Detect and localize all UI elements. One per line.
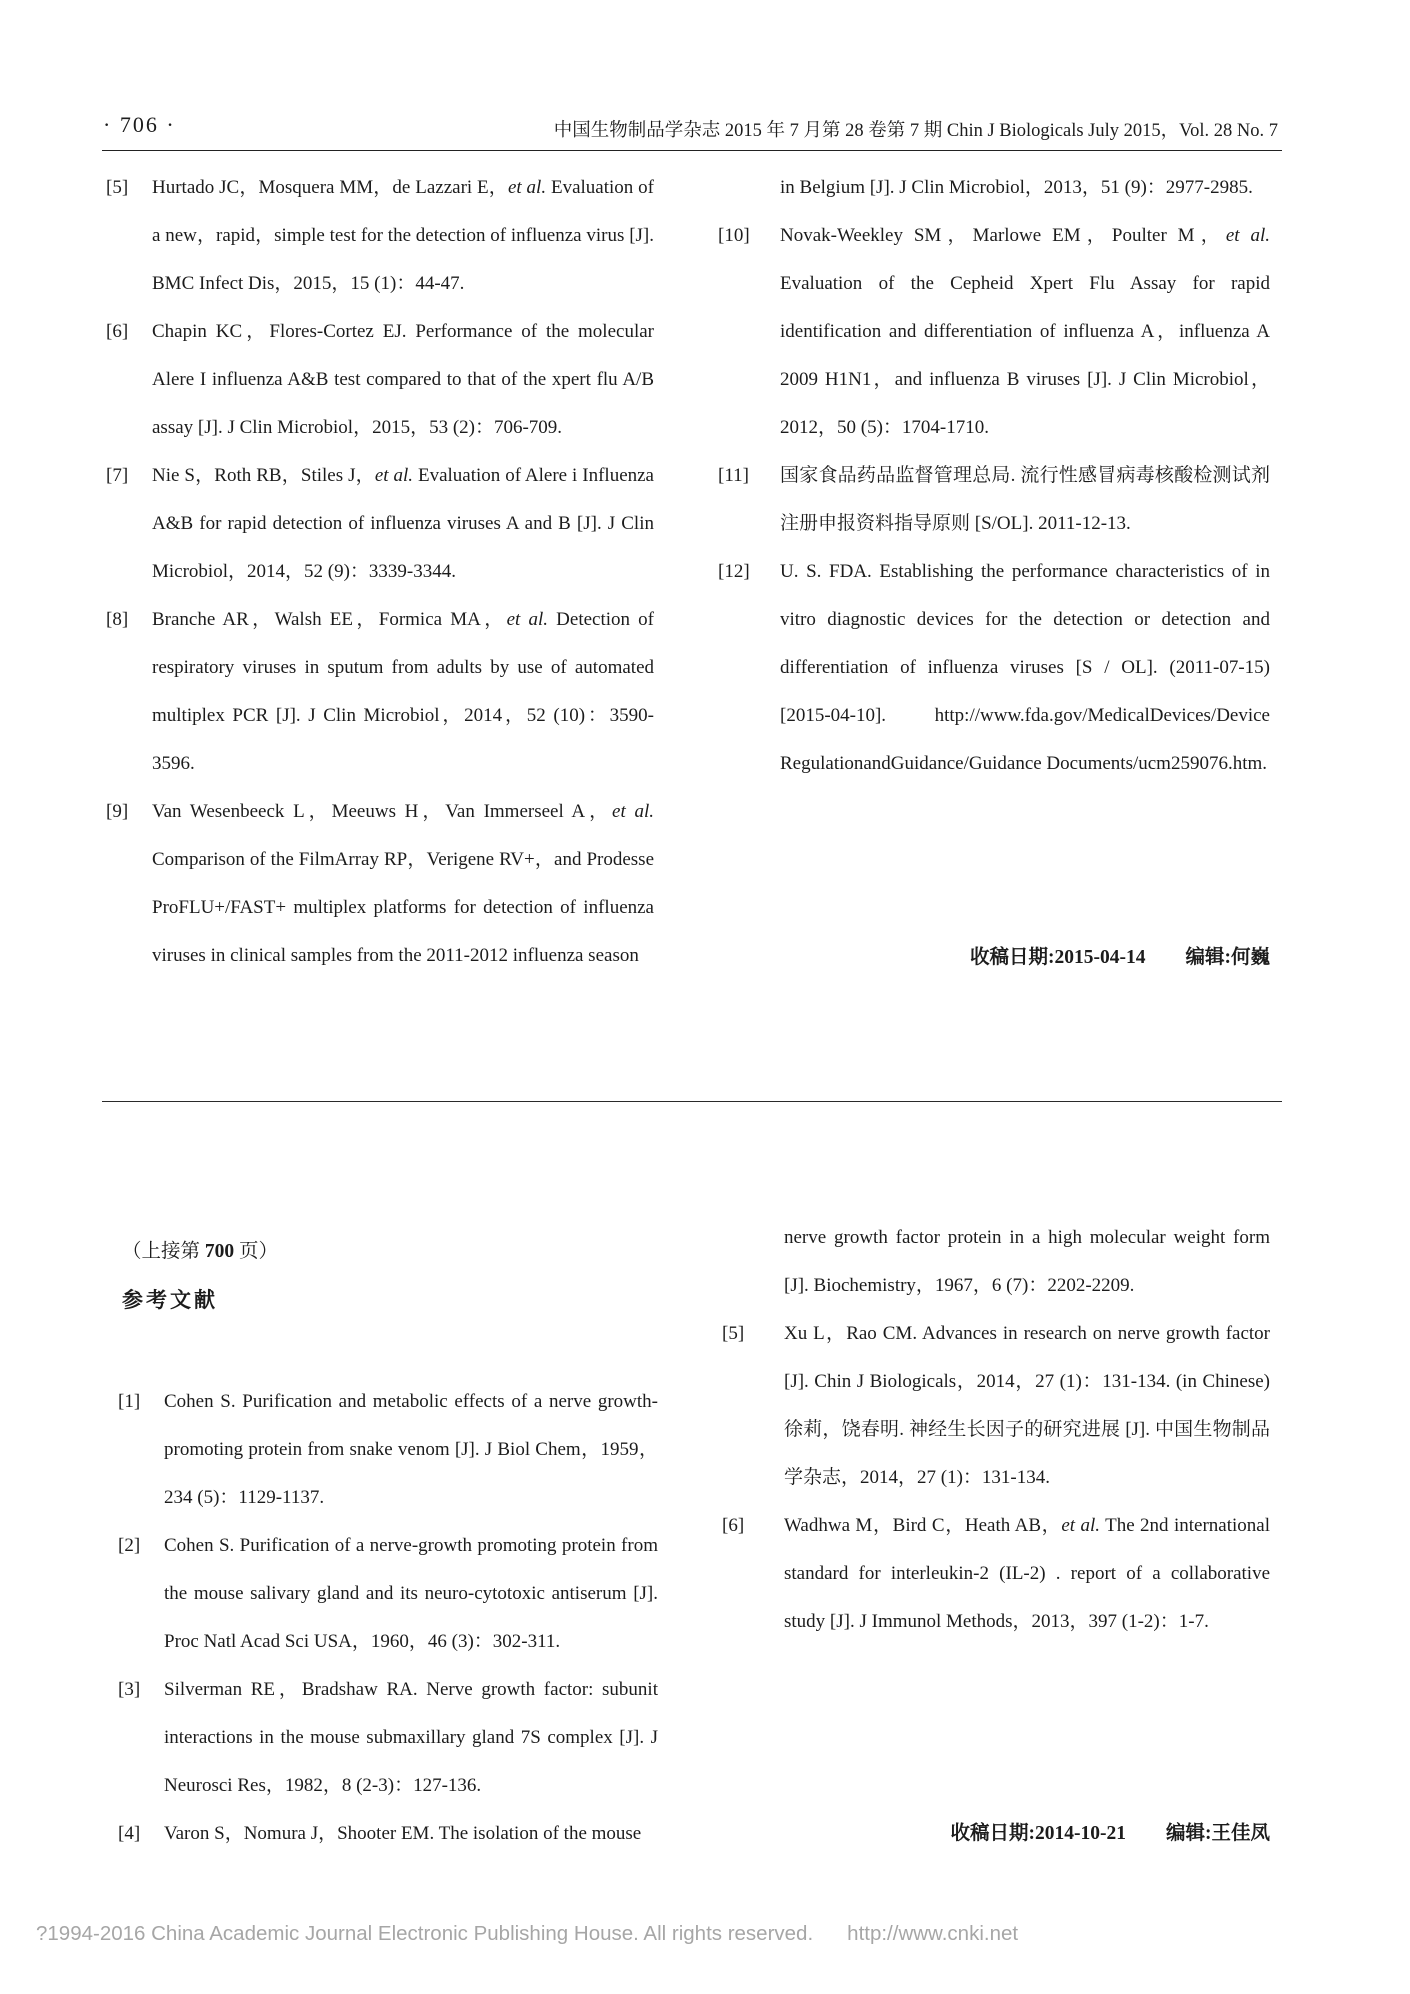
reference-number: [12] xyxy=(718,561,750,582)
continued-note-prefix: （上接第 xyxy=(122,1241,205,1262)
editor-name: 编辑:王佳凤 xyxy=(1166,1823,1270,1844)
reference-text: Cohen S. Purification and metabolic effects of a nerve growth-promoting protein from snake venom [J]. J Biol Chem，1959，234 (5)：1129-1137. xyxy=(164,1391,658,1508)
reference-item xyxy=(718,548,1270,788)
reference-text: Van Wesenbeeck L，Meeuws H，Van Immerseel A，et al. Comparison of the FilmArray RP，Verigene RV+，and Prodesse ProFLU+/FAST+ multiplex platforms for detection of influenza viruses in clinical samples from the 2011-2012 influenza season xyxy=(152,801,654,966)
reference-continuation: nerve growth factor protein in a high molecular weight form [J]. Biochemistry，1967，6 (7)：2202-2209. xyxy=(784,1227,1270,1296)
reference-text: Xu L，Rao CM. Advances in research on nerve growth factor [J]. Chin J Biologicals，2014，27 (1)：131-134. (in Chinese) 徐莉，饶春明. 神经生长因子的研究进展 [J]. 中国生物制品学杂志，2014，27 (1)：131-134. xyxy=(784,1323,1270,1488)
reference-text: Chapin KC，Flores-Cortez EJ. Performance of the molecular Alere I influenza A&B test compared to that of the xpert flu A/B assay [J]. J Clin Microbiol，2015，53 (2)：706-709. xyxy=(152,321,654,438)
cnki-watermark xyxy=(36,1922,1390,1946)
reference-text: Silverman RE，Bradshaw RA. Nerve growth factor: subunit interactions in the mouse submaxillary gland 7S complex [J]. J Neurosci Res，1982，8 (2-3)：127-136. xyxy=(164,1679,658,1796)
reference-item xyxy=(118,1810,658,1858)
reference-item xyxy=(118,1522,658,1666)
reference-number: [9] xyxy=(106,801,129,822)
reference-number: [8] xyxy=(106,609,129,630)
references-section-title: 参考文献 xyxy=(122,1288,218,1312)
reference-number: [5] xyxy=(106,177,129,198)
reference-number: [6] xyxy=(106,321,129,342)
article2-left-column xyxy=(118,1378,658,1858)
reference-number: [11] xyxy=(718,465,749,486)
reference-text: Branche AR，Walsh EE，Formica MA，et al. Detection of respiratory viruses in sputum from adults by use of automated multiplex PCR [J]. J Clin Microbiol，2014，52 (10)：3590-3596. xyxy=(152,609,654,774)
article2-received-editor-line xyxy=(722,1810,1270,1858)
continued-page-number: 700 xyxy=(204,1241,235,1262)
reference-item xyxy=(118,1666,658,1810)
header-rule xyxy=(102,150,1282,151)
reference-text: U. S. FDA. Establishing the performance characteristics of in vitro diagnostic devices for the detection or detection and differentiation of influenza viruses [S / OL]. (2011-07-15) [2015-04-10]. http://www.fda.gov/MedicalDevices/Device RegulationandGuidance/Guidance Documents/ucm259076.htm. xyxy=(780,561,1270,774)
reference-continuation: in Belgium [J]. J Clin Microbiol，2013，51 (9)：2977-2985. xyxy=(780,177,1253,198)
reference-text: Varon S，Nomura J，Shooter EM. The isolation of the mouse xyxy=(164,1823,642,1844)
cnki-url: http://www.cnki.net xyxy=(847,1922,1019,1945)
reference-text: 国家食品药品监督管理总局. 流行性感冒病毒核酸检测试剂注册申报资料指导原则 [S/OL]. 2011-12-13. xyxy=(780,465,1270,534)
reference-number: [10] xyxy=(718,225,750,246)
reference-text: Nie S，Roth RB，Stiles J，et al. Evaluation of Alere i Influenza A&B for rapid detection of influenza viruses A and B [J]. J Clin Microbiol，2014，52 (9)：3339-3344. xyxy=(152,465,654,582)
reference-number: [6] xyxy=(722,1515,745,1536)
reference-item xyxy=(722,1310,1270,1502)
reference-text: Hurtado JC，Mosquera MM，de Lazzari E，et al. Evaluation of a new，rapid，simple test for the detection of influenza virus [J]. BMC Infect Dis，2015，15 (1)：44-47. xyxy=(152,177,655,294)
article1-received-editor-line xyxy=(718,934,1270,982)
journal-header-line: 中国生物制品学杂志 2015 年 7 月第 28 卷第 7 期 Chin J Biologicals July 2015，Vol. 28 No. 7 xyxy=(553,121,1278,141)
received-date: 收稿日期:2015-04-14 xyxy=(970,947,1146,968)
page-number: · 706 · xyxy=(103,112,176,137)
reference-text: Novak-Weekley SM，Marlowe EM，Poulter M，et al. Evaluation of the Cepheid Xpert Flu Assay for rapid identification and differentiation of influenza A，influenza A 2009 H1N1，and influenza B viruses [J]. J Clin Microbiol，2012，50 (5)：1704-1710. xyxy=(780,225,1270,438)
reference-item xyxy=(722,1502,1270,1646)
reference-number: [7] xyxy=(106,465,129,486)
section-divider xyxy=(102,1101,1282,1102)
reference-item xyxy=(718,452,1270,548)
editor-name: 编辑:何巍 xyxy=(1185,947,1270,968)
continued-from-page-note xyxy=(122,1232,278,1272)
received-date: 收稿日期:2014-10-21 xyxy=(950,1823,1126,1844)
reference-item xyxy=(718,212,1270,452)
reference-item xyxy=(106,164,654,308)
reference-item xyxy=(106,308,654,452)
reference-item xyxy=(106,452,654,596)
reference-text: Wadhwa M，Bird C，Heath AB，et al. The 2nd international standard for interleukin-2 (IL-2) . report of a collaborative study [J]. J Immunol Methods，2013，397 (1-2)：1-7. xyxy=(784,1515,1270,1632)
reference-item xyxy=(118,1378,658,1522)
reference-text: Cohen S. Purification of a nerve-growth promoting protein from the mouse salivary gland and its neuro-cytotoxic antiserum [J]. Proc Natl Acad Sci USA，1960，46 (3)：302-311. xyxy=(164,1535,658,1652)
article2-right-column xyxy=(722,1214,1270,1646)
reference-number: [3] xyxy=(118,1679,141,1700)
article1-left-column xyxy=(106,164,654,980)
reference-item xyxy=(106,596,654,788)
copyright-watermark-text: ?1994-2016 China Academic Journal Electronic Publishing House. All rights reserved. xyxy=(36,1922,814,1945)
reference-number: [5] xyxy=(722,1323,745,1344)
reference-number: [1] xyxy=(118,1391,141,1412)
article1-right-column xyxy=(718,164,1270,788)
reference-number: [4] xyxy=(118,1823,141,1844)
reference-number: [2] xyxy=(118,1535,141,1556)
reference-item xyxy=(106,788,654,980)
continued-note-suffix: 页） xyxy=(234,1241,279,1262)
